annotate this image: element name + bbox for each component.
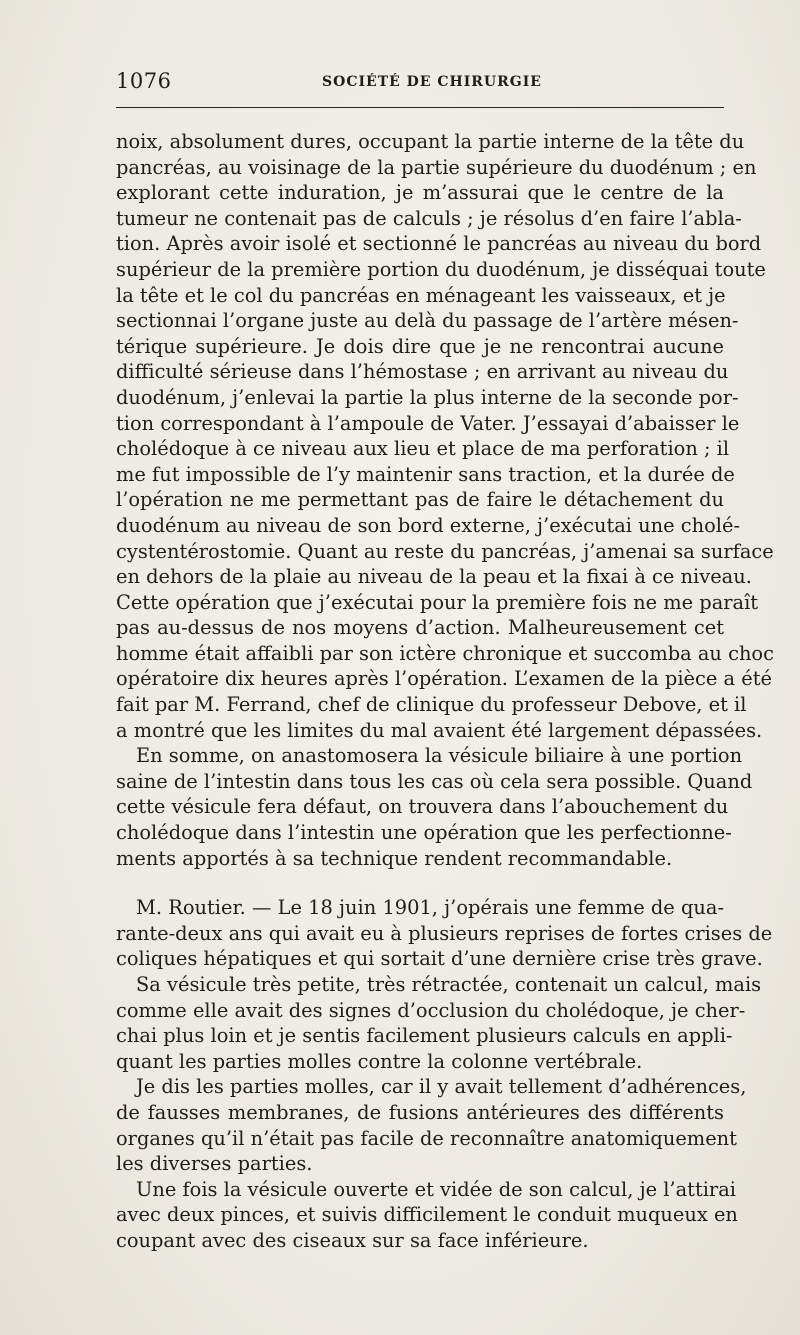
header-rule (116, 107, 724, 108)
text-line: saine de l’intestin dans tous les cas où cela sera possible. Quand (116, 769, 753, 793)
text-line: la tête et le col du pancréas en ménageant les vaisseaux, et je (116, 283, 726, 307)
text-line: en dehors de la plaie au niveau de la peau et la fixai à ce niveau. (116, 565, 752, 589)
text-line: chai plus loin et je sentis facilement plusieurs calculs en appli- (116, 1024, 733, 1048)
text-line: En somme, on anastomosera la vésicule biliaire à une portion (136, 744, 743, 768)
text-line: supérieur de la première portion du duodénum, je disséquai toute (116, 257, 766, 281)
text-line: opératoire dix heures après l’opération. L’examen de la pièce a été (116, 667, 772, 691)
text-line: coliques hépatiques et qui sortait d’une dernière crise très grave. (116, 947, 763, 971)
text-line: Je dis les parties molles, car il y avait tellement d’adhérences, (136, 1075, 747, 1099)
text-line: rante-deux ans qui avait eu à plusieurs reprises de fortes crises de (116, 921, 773, 945)
text-line: a montré que les limites du mal avaient été largement dépassées. (116, 718, 763, 742)
body-text (116, 129, 774, 1254)
text-line: noix, absolument dures, occupant la partie interne de la tête du (116, 130, 745, 153)
text-line: tumeur ne contenait pas de calculs ; je résolus d’en faire l’abla- (116, 206, 742, 230)
running-head: SOCIÉTÉ DE CHIRURGIE (322, 74, 542, 90)
text-line: homme était affaibli par son ictère chronique et succomba au choc (116, 641, 774, 665)
text-line: pancréas, au voisinage de la partie supérieure du duodénum ; en (116, 155, 757, 179)
text-line: ments apportés à sa technique rendent recommandable. (116, 846, 673, 870)
text-line: sectionnai l’organe juste au delà du passage de l’artère mésen- (116, 309, 739, 333)
text-line: Cette opération que j’exécutai pour la première fois ne me paraît (116, 590, 759, 614)
text-line: fait par M. Ferrand, chef de clinique du professeur Debove, et il (116, 693, 747, 717)
text-line: cholédoque à ce niveau aux lieu et place de ma perforation ; il (116, 437, 730, 461)
text-line: pas au-dessus de nos moyens d’action. Malheureusement cet (116, 616, 724, 640)
text-line: organes qu’il n’était pas facile de reconnaître anatomiquement (116, 1126, 737, 1150)
text-line: M. Routier. — Le 18 juin 1901, j’opérais une femme de qua- (136, 896, 724, 920)
text-line: quant les parties molles contre la colonne vertébrale. (116, 1049, 643, 1073)
page-header (116, 66, 724, 96)
paragraph-gap (116, 871, 724, 895)
text-line: l’opération ne me permettant pas de faire le détachement du (116, 488, 724, 512)
text-line: cette vésicule fera défaut, on trouvera dans l’abouchement du (116, 795, 729, 819)
text-line: duodénum au niveau de son bord externe, j’exécutai une cholé- (116, 513, 741, 537)
text-line: coupant avec des ciseaux sur sa face inférieure. (116, 1228, 589, 1252)
text-line: cystentérostomie. Quant au reste du pancréas, j’amenai sa surface (116, 539, 774, 563)
text-line: difficulté sérieuse dans l’hémostase ; en arrivant au niveau du (116, 360, 729, 384)
text-line: Une fois la vésicule ouverte et vidée de son calcul, je l’attirai (136, 1177, 736, 1201)
text-line: explorant cette induration, je m’assurai que le centre de la (116, 181, 724, 205)
page-number: 1076 (116, 69, 172, 93)
text-line: me fut impossible de l’y maintenir sans traction, et la durée de (116, 462, 735, 486)
text-line: de fausses membranes, de fusions antérieures des différents (116, 1100, 724, 1124)
text-line: tion. Après avoir isolé et sectionné le pancréas au niveau du bord (116, 232, 762, 256)
text-line: cholédoque dans l’intestin une opération que les perfectionne- (116, 821, 732, 845)
text-line: tion correspondant à l’ampoule de Vater. J’essayai d’abaisser le (116, 411, 740, 435)
text-line: avec deux pinces, et suivis difficilement le conduit muqueux en (116, 1203, 738, 1227)
text-line: comme elle avait des signes d’occlusion du cholédoque, je cher- (116, 998, 746, 1022)
text-line: térique supérieure. Je dois dire que je ne rencontrai aucune (116, 334, 724, 358)
text-line: duodénum, j’enlevai la partie la plus interne de la seconde por- (116, 385, 739, 409)
text-line: les diverses parties. (116, 1152, 313, 1176)
text-line: Sa vésicule très petite, très rétractée, contenait un calcul, mais (136, 973, 762, 996)
